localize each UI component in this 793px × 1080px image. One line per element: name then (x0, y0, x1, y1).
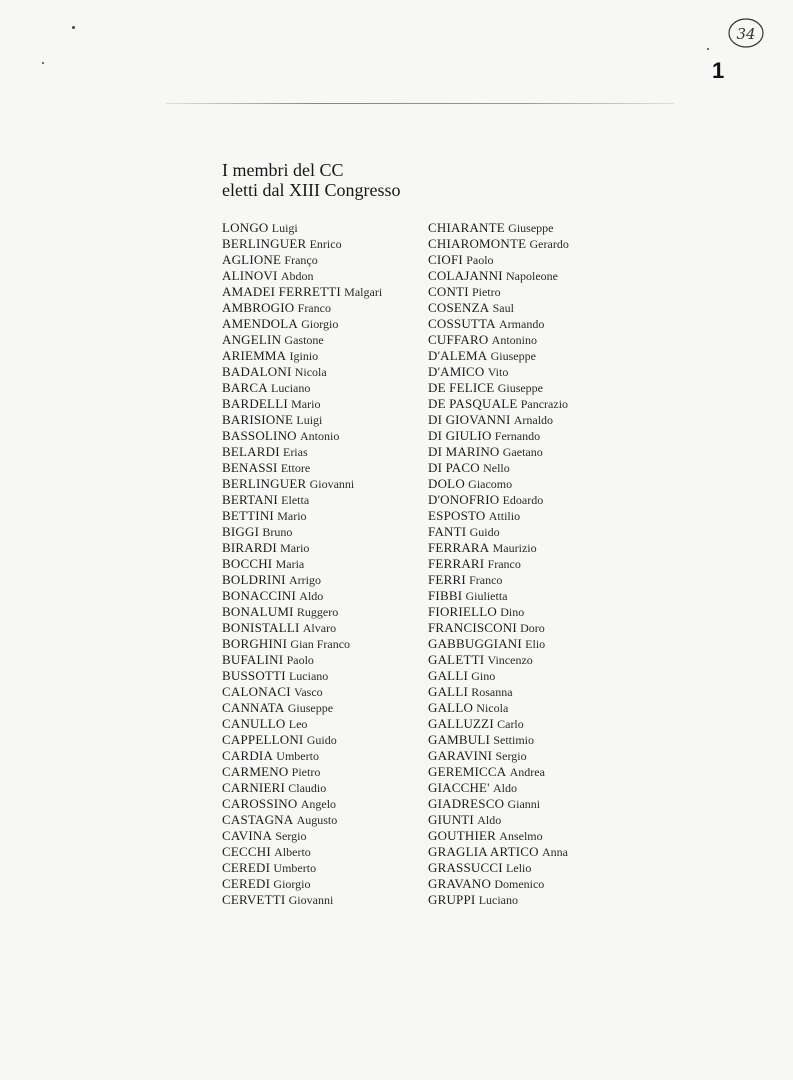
member-surname: GIUNTI (428, 812, 474, 827)
member-given-name: Franco (487, 557, 521, 571)
member-entry (428, 876, 569, 892)
member-surname: D'ONOFRIO (428, 492, 500, 507)
member-surname: GABBUGGIANI (428, 636, 522, 651)
member-surname: CARMENO (222, 764, 289, 779)
member-given-name: Dino (500, 605, 525, 619)
member-given-name: Luigi (271, 221, 298, 235)
member-given-name: Umberto (273, 861, 317, 875)
member-surname: CERVETTI (222, 892, 286, 907)
speck-mark (72, 26, 75, 29)
member-surname: D'AMICO (428, 364, 485, 379)
member-given-name: Armando (499, 317, 545, 331)
member-surname: GRASSUCCI (428, 860, 503, 875)
member-entry (428, 828, 569, 844)
member-given-name: Angelo (300, 797, 337, 811)
member-given-name: Pancrazio (520, 397, 569, 411)
member-entry (428, 812, 569, 828)
member-surname: CECCHI (222, 844, 271, 859)
member-surname: CIOFI (428, 252, 463, 267)
member-surname: ANGELIN (222, 332, 282, 347)
member-surname: DI GIULIO (428, 428, 492, 443)
member-entry (222, 844, 382, 860)
member-entry (428, 284, 569, 300)
member-given-name: Aldo (299, 589, 324, 603)
member-given-name: Sergio (495, 749, 527, 763)
member-given-name: Maurizio (492, 541, 537, 555)
member-surname: GRAGLIA ARTICO (428, 844, 539, 859)
member-entry (222, 828, 382, 844)
member-entry (428, 556, 569, 572)
member-given-name: Andrea (509, 765, 545, 779)
member-entry (222, 588, 382, 604)
member-entry (222, 396, 382, 412)
member-entry (428, 892, 569, 908)
member-given-name: Domenico (494, 877, 545, 891)
member-entry (222, 476, 382, 492)
member-entry (222, 444, 382, 460)
member-given-name: Elio (525, 637, 546, 651)
member-given-name: Pietro (291, 765, 321, 779)
member-entry (428, 380, 569, 396)
member-entry (222, 812, 382, 828)
member-surname: BORGHINI (222, 636, 288, 651)
speck-mark (707, 48, 709, 50)
member-entry (428, 700, 569, 716)
member-given-name: Leo (288, 717, 308, 731)
member-entry (428, 540, 569, 556)
member-surname: GALLI (428, 684, 468, 699)
member-given-name: Giuseppe (490, 349, 536, 363)
member-given-name: Ruggero (296, 605, 339, 619)
member-surname: CASTAGNA (222, 812, 294, 827)
member-entry (428, 652, 569, 668)
member-entry (222, 684, 382, 700)
member-given-name: Lelio (506, 861, 532, 875)
member-entry (222, 508, 382, 524)
member-entry (222, 604, 382, 620)
member-entry (428, 412, 569, 428)
member-surname: BUSSOTTI (222, 668, 286, 683)
member-given-name: Giuseppe (287, 701, 334, 715)
member-entry (222, 364, 382, 380)
member-given-name: Franco (469, 573, 503, 587)
member-surname: CARDIA (222, 748, 274, 763)
member-given-name: Napoleone (506, 269, 558, 283)
member-surname: GEREMICCA (428, 764, 507, 779)
member-given-name: Gastone (284, 333, 324, 347)
member-entry (428, 732, 569, 748)
member-given-name: Attilio (488, 509, 521, 523)
member-given-name: Edoardo (502, 493, 544, 507)
member-given-name: Fernando (494, 429, 541, 443)
member-entry (428, 588, 569, 604)
member-given-name: Gerardo (529, 237, 569, 251)
member-given-name: Anselmo (499, 829, 543, 843)
member-given-name: Giovanni (309, 477, 355, 491)
member-surname: DI MARINO (428, 444, 500, 459)
member-given-name: Vincenzo (487, 653, 533, 667)
member-surname: GIACCHE' (428, 780, 490, 795)
member-surname: GIADRESCO (428, 796, 505, 811)
member-surname: BADALONI (222, 364, 292, 379)
member-surname: CANULLO (222, 716, 286, 731)
member-entry (222, 796, 382, 812)
member-surname: CEREDI (222, 860, 271, 875)
member-surname: CUFFARO (428, 332, 489, 347)
member-surname: ARIEMMA (222, 348, 287, 363)
member-surname: BONACCINI (222, 588, 297, 603)
member-surname: FERRI (428, 572, 466, 587)
member-surname: GALETTI (428, 652, 485, 667)
member-entry (428, 396, 569, 412)
member-given-name: Luciano (288, 669, 329, 683)
member-entry (428, 636, 569, 652)
heading-line-1: I membri del CC (222, 160, 344, 180)
member-entry (428, 444, 569, 460)
member-entry (428, 508, 569, 524)
member-given-name: Giorgio (301, 317, 339, 331)
member-given-name: Giuseppe (508, 221, 554, 235)
member-surname: D'ALEMA (428, 348, 488, 363)
member-entry (222, 492, 382, 508)
member-entry (222, 636, 382, 652)
member-given-name: Antonio (300, 429, 340, 443)
member-surname: FRANCISCONI (428, 620, 517, 635)
svg-text:34: 34 (736, 25, 756, 43)
member-entry (428, 668, 569, 684)
member-surname: DI PACO (428, 460, 480, 475)
member-surname: BOCCHI (222, 556, 273, 571)
member-entry (222, 876, 382, 892)
member-surname: FIORIELLO (428, 604, 497, 619)
member-given-name: Malgari (344, 285, 383, 299)
member-given-name: Carlo (497, 717, 524, 731)
member-given-name: Eletta (281, 493, 310, 507)
member-given-name: Nicola (294, 365, 327, 379)
member-given-name: Settimio (493, 733, 534, 747)
member-surname: CAVINA (222, 828, 273, 843)
member-given-name: Mario (291, 397, 321, 411)
member-surname: CEREDI (222, 876, 271, 891)
member-surname: GARAVINI (428, 748, 493, 763)
member-given-name: Maria (275, 557, 305, 571)
member-entry (428, 300, 569, 316)
member-entry (222, 428, 382, 444)
member-surname: COSSUTTA (428, 316, 496, 331)
member-entry (222, 268, 382, 284)
member-surname: GRUPPI (428, 892, 476, 907)
member-entry (428, 364, 569, 380)
member-entry (428, 684, 569, 700)
member-entry (428, 716, 569, 732)
member-given-name: Mario (277, 509, 307, 523)
member-given-name: Gaetano (502, 445, 543, 459)
member-entry (222, 252, 382, 268)
member-entry (428, 492, 569, 508)
member-surname: DI GIOVANNI (428, 412, 511, 427)
member-given-name: Vito (487, 365, 509, 379)
member-surname: BARCA (222, 380, 268, 395)
member-given-name: Aldo (492, 781, 517, 795)
member-surname: BERLINGUER (222, 236, 307, 251)
member-given-name: Luciano (271, 381, 311, 395)
member-entry (428, 844, 569, 860)
member-entry (222, 556, 382, 572)
member-entry (428, 460, 569, 476)
member-entry (222, 300, 382, 316)
member-surname: ESPOSTO (428, 508, 486, 523)
member-surname: CONTI (428, 284, 469, 299)
member-surname: CHIAROMONTE (428, 236, 527, 251)
member-given-name: Bruno (262, 525, 293, 539)
member-entry (222, 460, 382, 476)
member-given-name: Paolo (466, 253, 494, 267)
members-list-right (428, 220, 569, 908)
member-entry (222, 716, 382, 732)
member-entry (222, 748, 382, 764)
member-surname: BIGGI (222, 524, 260, 539)
member-entry (222, 732, 382, 748)
member-entry (222, 524, 382, 540)
member-given-name: Arnaldo (513, 413, 554, 427)
horizontal-rule (166, 103, 674, 104)
member-surname: BELARDI (222, 444, 280, 459)
member-given-name: Arrigo (288, 573, 321, 587)
member-entry (222, 380, 382, 396)
member-given-name: Umberto (276, 749, 319, 763)
member-given-name: Erias (282, 445, 308, 459)
member-given-name: Luigi (296, 413, 323, 427)
member-surname: GAMBULI (428, 732, 491, 747)
member-given-name: Nicola (476, 701, 509, 715)
member-surname: CAPPELLONI (222, 732, 304, 747)
member-surname: BONISTALLI (222, 620, 300, 635)
member-entry (428, 476, 569, 492)
member-entry (222, 860, 382, 876)
page-number: 1 (712, 58, 725, 83)
member-surname: AMENDOLA (222, 316, 298, 331)
member-given-name: Paolo (286, 653, 314, 667)
member-entry (428, 332, 569, 348)
member-given-name: Vasco (294, 685, 323, 699)
member-surname: FIBBI (428, 588, 463, 603)
member-surname: GALLI (428, 668, 468, 683)
members-list-left (222, 220, 382, 908)
member-entry (428, 860, 569, 876)
member-entry (222, 572, 382, 588)
member-given-name: Alvaro (302, 621, 337, 635)
member-surname: DE FELICE (428, 380, 495, 395)
document-heading (222, 160, 400, 200)
member-given-name: Alberto (274, 845, 311, 859)
member-entry (222, 700, 382, 716)
speck-mark (42, 62, 44, 64)
member-given-name: Giovanni (288, 893, 334, 907)
member-surname: BERLINGUER (222, 476, 307, 491)
member-entry (428, 780, 569, 796)
member-given-name: Sergio (275, 829, 307, 843)
member-entry (222, 652, 382, 668)
member-entry (428, 268, 569, 284)
member-entry (222, 332, 382, 348)
member-surname: BETTINI (222, 508, 274, 523)
member-given-name: Nello (483, 461, 510, 475)
member-entry (428, 748, 569, 764)
member-surname: GRAVANO (428, 876, 492, 891)
member-surname: BARISIONE (222, 412, 294, 427)
member-surname: BUFALINI (222, 652, 284, 667)
member-entry (428, 572, 569, 588)
member-given-name: Giulietta (465, 589, 508, 603)
member-given-name: Mario (280, 541, 310, 555)
member-given-name: Iginio (289, 349, 319, 363)
member-surname: CAROSSINO (222, 796, 298, 811)
member-given-name: Franço (284, 253, 318, 267)
member-surname: ALINOVI (222, 268, 278, 283)
member-entry (222, 284, 382, 300)
member-given-name: Antonino (491, 333, 537, 347)
member-surname: COSENZA (428, 300, 490, 315)
member-entry (222, 236, 382, 252)
member-entry (428, 604, 569, 620)
member-entry (222, 220, 382, 236)
member-given-name: Luciano (478, 893, 519, 907)
member-entry (428, 252, 569, 268)
member-surname: CANNATA (222, 700, 285, 715)
member-given-name: Claudio (288, 781, 327, 795)
member-surname: GALLUZZI (428, 716, 494, 731)
member-given-name: Guido (469, 525, 500, 539)
member-entry (428, 348, 569, 364)
member-given-name: Aldo (477, 813, 502, 827)
member-surname: FERRARA (428, 540, 490, 555)
member-given-name: Augusto (296, 813, 338, 827)
member-given-name: Pietro (471, 285, 501, 299)
member-surname: COLAJANNI (428, 268, 503, 283)
member-entry (428, 220, 569, 236)
member-surname: BIRARDI (222, 540, 277, 555)
member-given-name: Gino (471, 669, 496, 683)
member-given-name: Abdon (280, 269, 314, 283)
member-entry (428, 236, 569, 252)
member-given-name: Giuseppe (497, 381, 544, 395)
member-surname: BERTANI (222, 492, 278, 507)
member-surname: BARDELLI (222, 396, 288, 411)
member-surname: GOUTHIER (428, 828, 497, 843)
member-entry (222, 892, 382, 908)
member-surname: DOLO (428, 476, 465, 491)
member-surname: BENASSI (222, 460, 278, 475)
member-entry (428, 524, 569, 540)
member-surname: GALLO (428, 700, 474, 715)
member-given-name: Ettore (280, 461, 311, 475)
member-entry (222, 620, 382, 636)
member-surname: LONGO (222, 220, 269, 235)
member-given-name: Franco (297, 301, 331, 315)
member-surname: BOLDRINI (222, 572, 286, 587)
member-surname: AGLIONE (222, 252, 282, 267)
member-entry (222, 540, 382, 556)
member-surname: BASSOLINO (222, 428, 297, 443)
member-given-name: Doro (520, 621, 545, 635)
member-surname: AMADEI FERRETTI (222, 284, 341, 299)
member-entry (222, 764, 382, 780)
member-surname: DE PASQUALE (428, 396, 518, 411)
member-surname: FERRARI (428, 556, 485, 571)
member-entry (428, 796, 569, 812)
member-entry (222, 668, 382, 684)
member-entry (222, 348, 382, 364)
member-given-name: Giorgio (273, 877, 311, 891)
member-surname: CALONACI (222, 684, 291, 699)
member-entry (428, 316, 569, 332)
member-entry (428, 620, 569, 636)
member-entry (222, 780, 382, 796)
handwritten-page-number (726, 16, 766, 50)
member-surname: FANTI (428, 524, 467, 539)
member-surname: BONALUMI (222, 604, 294, 619)
member-given-name: Anna (541, 845, 568, 859)
member-surname: CHIARANTE (428, 220, 505, 235)
member-surname: CARNIERI (222, 780, 285, 795)
member-given-name: Enrico (309, 237, 342, 251)
member-given-name: Gian Franco (290, 637, 351, 651)
member-given-name: Saul (492, 301, 514, 315)
member-given-name: Giacomo (468, 477, 513, 491)
member-entry (428, 428, 569, 444)
member-entry (222, 412, 382, 428)
member-given-name: Rosanna (471, 685, 513, 699)
heading-line-2: eletti dal XIII Congresso (222, 180, 401, 200)
member-given-name: Guido (306, 733, 337, 747)
member-entry (222, 316, 382, 332)
member-given-name: Gianni (507, 797, 541, 811)
member-entry (428, 764, 569, 780)
member-surname: AMBROGIO (222, 300, 295, 315)
